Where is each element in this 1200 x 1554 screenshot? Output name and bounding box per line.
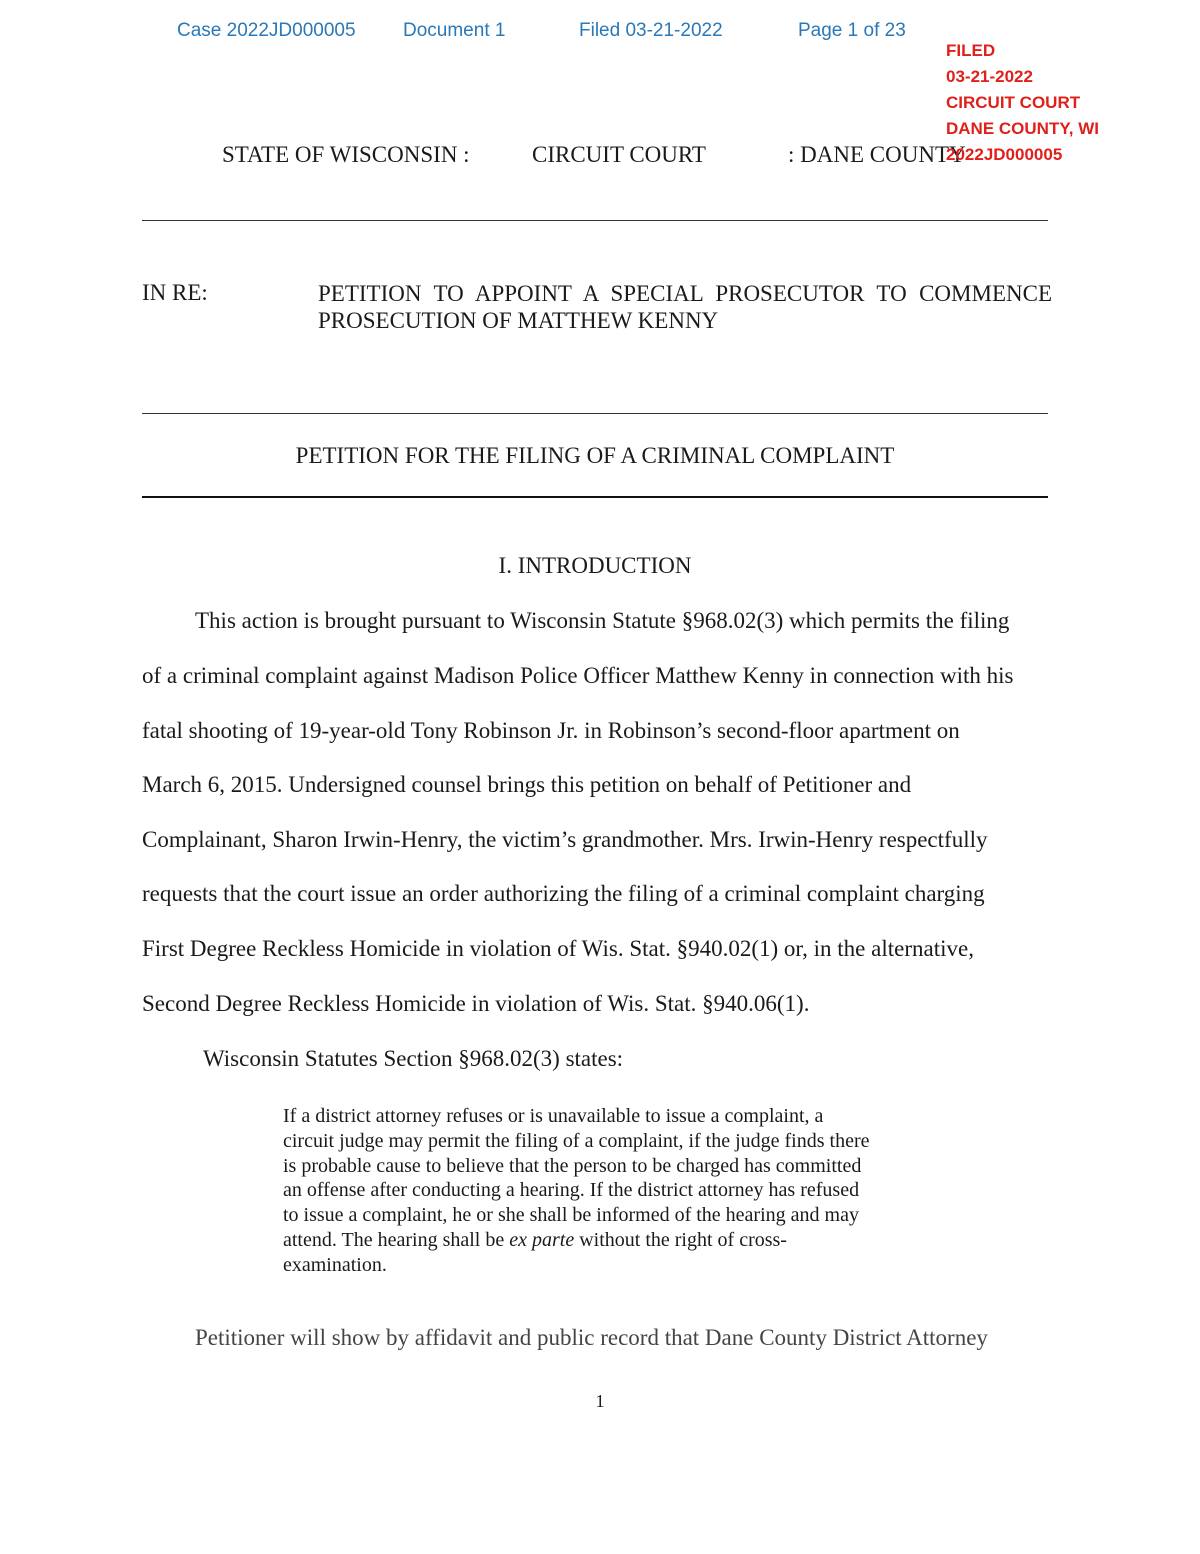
intro-line: requests that the court issue an order authorizing the filing of a criminal complaint charging bbox=[142, 881, 985, 906]
document-title: PETITION FOR THE FILING OF A CRIMINAL COMPLAINT bbox=[295, 443, 895, 468]
intro-line: First Degree Reckless Homicide in violation of Wis. Stat. §940.02(1) or, in the alternative, bbox=[142, 936, 974, 961]
in-re-label: IN RE: bbox=[142, 280, 208, 305]
case-number-header: Case 2022JD000005 bbox=[177, 20, 356, 41]
in-re-line: PETITION TO APPOINT A SPECIAL PROSECUTOR TO COMMENCE bbox=[318, 281, 1052, 306]
intro-line: fatal shooting of 19-year-old Tony Robinson Jr. in Robinson’s second-floor apartment on bbox=[142, 718, 960, 743]
intro-line: This action is brought pursuant to Wisconsin Statute §968.02(3) which permits the filing bbox=[195, 608, 1010, 633]
intro-line: Second Degree Reckless Homicide in violation of Wis. Stat. §940.06(1). bbox=[142, 991, 810, 1016]
filing-stamp bbox=[946, 38, 1099, 168]
intro-line: Complainant, Sharon Irwin-Henry, the victim’s grandmother. Mrs. Irwin-Henry respectfully bbox=[142, 827, 988, 852]
quote-line bbox=[283, 1228, 933, 1253]
page-number: 1 bbox=[595, 1391, 605, 1411]
in-re-description bbox=[318, 280, 1052, 334]
filed-date-header: Filed 03-21-2022 bbox=[579, 20, 723, 41]
intro-line: of a criminal complaint against Madison Police Officer Matthew Kenny in connection with his bbox=[142, 663, 1014, 688]
quote-italic-term: ex parte bbox=[509, 1228, 575, 1251]
divider bbox=[142, 413, 1048, 414]
quote-line: examination. bbox=[283, 1253, 387, 1276]
quote-line: circuit judge may permit the filing of a complaint, if the judge finds there bbox=[283, 1129, 870, 1152]
stamp-line: FILED bbox=[946, 41, 996, 60]
quote-line: an offense after conducting a hearing. If the district attorney has refused bbox=[283, 1179, 860, 1202]
caption-court: CIRCUIT COURT bbox=[532, 142, 706, 167]
in-re-line: PROSECUTION OF MATTHEW KENNY bbox=[318, 308, 719, 333]
stamp-line: CIRCUIT COURT bbox=[946, 93, 1081, 112]
divider bbox=[142, 496, 1048, 498]
statute-intro: Wisconsin Statutes Section §968.02(3) states: bbox=[203, 1046, 624, 1071]
stamp-line: 2022JD000005 bbox=[946, 145, 1063, 164]
caption-state: STATE OF WISCONSIN : bbox=[222, 142, 470, 167]
document-number-header: Document 1 bbox=[403, 20, 506, 41]
quote-text: without the right of cross- bbox=[574, 1228, 787, 1251]
intro-line: March 6, 2015. Undersigned counsel brings this petition on behalf of Petitioner and bbox=[142, 772, 912, 797]
caption-county: : DANE COUNTY bbox=[788, 142, 966, 167]
quote-text: attend. The hearing shall be bbox=[283, 1228, 510, 1251]
page-count-header: Page 1 of 23 bbox=[798, 20, 906, 41]
statute-quote bbox=[283, 1104, 933, 1278]
closing-line: Petitioner will show by affidavit and public record that Dane County District Attorney bbox=[195, 1325, 988, 1350]
section-heading: I. INTRODUCTION bbox=[498, 553, 692, 578]
stamp-line: 03-21-2022 bbox=[946, 67, 1033, 86]
quote-line: If a district attorney refuses or is unavailable to issue a complaint, a bbox=[283, 1105, 824, 1127]
divider bbox=[142, 220, 1048, 221]
stamp-line: DANE COUNTY, WI bbox=[946, 119, 1099, 138]
quote-line: to issue a complaint, he or she shall be informed of the hearing and may bbox=[283, 1204, 859, 1227]
quote-line: is probable cause to believe that the person to be charged has committed bbox=[283, 1154, 862, 1177]
